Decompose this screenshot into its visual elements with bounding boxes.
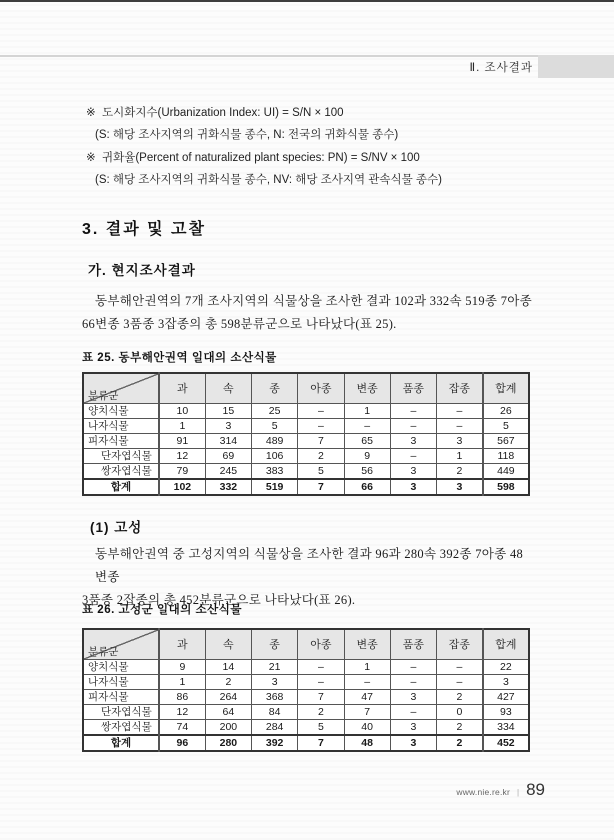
cell-value: 74 [159, 720, 205, 736]
cell-value: 47 [344, 690, 390, 705]
corner-label: 분류군 [88, 390, 119, 402]
row-label: 나자식물 [83, 675, 159, 690]
page-number: 89 [526, 780, 545, 799]
cell-value: 7 [298, 479, 344, 495]
cell-value: 5 [298, 464, 344, 480]
cell-value: 5 [483, 419, 529, 434]
cell-value: – [390, 675, 436, 690]
table-row [83, 404, 529, 419]
row-label: 합계 [83, 479, 159, 495]
cell-value: 3 [252, 675, 298, 690]
table-row [83, 464, 529, 480]
table-row [83, 419, 529, 434]
cell-value: – [344, 419, 390, 434]
note-naturalization-rate [86, 147, 546, 191]
cell-value: – [390, 660, 436, 675]
cell-value: 56 [344, 464, 390, 480]
cell-value: 26 [483, 404, 529, 419]
cell-value: 22 [483, 660, 529, 675]
cell-value: – [437, 675, 483, 690]
cell-value: 2 [437, 735, 483, 751]
note-urbanization-index [86, 102, 546, 146]
table-corner-cell [83, 629, 159, 660]
cell-value: 383 [252, 464, 298, 480]
cell-value: 2 [437, 464, 483, 480]
cell-value: 7 [298, 690, 344, 705]
row-label: 단자엽식물 [83, 705, 159, 720]
cell-value: 3 [437, 434, 483, 449]
cell-value: 200 [205, 720, 251, 736]
cell-value: 10 [159, 404, 205, 419]
row-label: 쌍자엽식물 [83, 464, 159, 480]
cell-value: 86 [159, 690, 205, 705]
cell-value: 25 [252, 404, 298, 419]
definition-notes [86, 102, 546, 192]
cell-value: 2 [437, 720, 483, 736]
column-header: 변종 [344, 373, 390, 404]
table-flora-goseong [82, 628, 530, 752]
cell-value: 14 [205, 660, 251, 675]
column-header: 종 [252, 629, 298, 660]
footer-website: www.nie.re.kr [456, 787, 510, 797]
cell-value: 9 [344, 449, 390, 464]
cell-value: 15 [205, 404, 251, 419]
cell-value: – [437, 404, 483, 419]
table-row [83, 735, 529, 751]
column-header: 변종 [344, 629, 390, 660]
section-heading: 3. 결과 및 고찰 [82, 221, 206, 238]
header-side-tab [538, 55, 614, 78]
cell-value: 48 [344, 735, 390, 751]
cell-value: 3 [390, 464, 436, 480]
row-label: 합계 [83, 735, 159, 751]
cell-value: 7 [298, 434, 344, 449]
table-row [83, 434, 529, 449]
cell-value: – [390, 404, 436, 419]
note-text: 도시화지수(Urbanization Index: UI) = S/N × 100 [102, 107, 344, 119]
cell-value: 314 [205, 434, 251, 449]
cell-value: 449 [483, 464, 529, 480]
cell-value: 598 [483, 479, 529, 495]
row-label: 피자식물 [83, 434, 159, 449]
row-label: 피자식물 [83, 690, 159, 705]
table-row [83, 690, 529, 705]
cell-value: – [298, 675, 344, 690]
cell-value: – [390, 705, 436, 720]
cell-value: – [437, 660, 483, 675]
row-label: 단자엽식물 [83, 449, 159, 464]
cell-value: – [298, 419, 344, 434]
cell-value: 21 [252, 660, 298, 675]
header-rule [0, 55, 543, 57]
cell-value: 106 [252, 449, 298, 464]
subsection-heading: 가. 현지조사결과 [88, 263, 196, 278]
footer-separator: | [517, 788, 520, 797]
column-header: 속 [205, 373, 251, 404]
cell-value: 1 [437, 449, 483, 464]
cell-value: 3 [390, 479, 436, 495]
row-label: 나자식물 [83, 419, 159, 434]
column-header: 종 [252, 373, 298, 404]
cell-value: 567 [483, 434, 529, 449]
cell-value: – [344, 675, 390, 690]
cell-value: 334 [483, 720, 529, 736]
cell-value: 245 [205, 464, 251, 480]
cell-value: 452 [483, 735, 529, 751]
column-header: 과 [159, 373, 205, 404]
cell-value: – [298, 660, 344, 675]
corner-label: 분류군 [88, 646, 119, 658]
cell-value: 3 [205, 419, 251, 434]
table-row [83, 675, 529, 690]
cell-value: 368 [252, 690, 298, 705]
cell-value: 40 [344, 720, 390, 736]
cell-value: 1 [344, 404, 390, 419]
cell-value: 3 [483, 675, 529, 690]
note-subtext: (S: 해당 조사지역의 귀화식물 종수, NV: 해당 조사지역 관속식물 종수) [95, 174, 442, 186]
cell-value: 9 [159, 660, 205, 675]
page-top-edge [0, 0, 614, 2]
note-subtext: (S: 해당 조사지역의 귀화식물 종수, N: 전국의 귀화식물 종수) [95, 129, 399, 141]
cell-value: 118 [483, 449, 529, 464]
cell-value: 332 [205, 479, 251, 495]
column-header: 아종 [298, 373, 344, 404]
cell-value: 284 [252, 720, 298, 736]
cell-value: 392 [252, 735, 298, 751]
cell-value: 69 [205, 449, 251, 464]
table-row [83, 720, 529, 736]
cell-value: – [437, 419, 483, 434]
cell-value: 519 [252, 479, 298, 495]
column-header: 합계 [483, 629, 529, 660]
column-header: 잡종 [437, 373, 483, 404]
cell-value: 2 [298, 705, 344, 720]
cell-value: 91 [159, 434, 205, 449]
paragraph-line: 동부해안권역의 7개 조사지역의 식물상을 조사한 결과 102과 332속 519종 7아종 [95, 294, 533, 308]
cell-value: 280 [205, 735, 251, 751]
column-header: 속 [205, 629, 251, 660]
cell-value: 64 [205, 705, 251, 720]
column-header: 잡종 [437, 629, 483, 660]
cell-value: 1 [159, 419, 205, 434]
table-row [83, 705, 529, 720]
cell-value: 1 [344, 660, 390, 675]
cell-value: 12 [159, 449, 205, 464]
row-label: 쌍자엽식물 [83, 720, 159, 736]
cell-value: 3 [390, 690, 436, 705]
cell-value: – [390, 449, 436, 464]
cell-value: 5 [252, 419, 298, 434]
table26-caption: 표 26. 고성군 일대의 소산식물 [82, 604, 242, 616]
row-label: 양치식물 [83, 404, 159, 419]
row-label: 양치식물 [83, 660, 159, 675]
paragraph-line: 3품종 2잡종의 총 452분류군으로 나타났다(표 26). [82, 593, 356, 607]
cell-value: 0 [437, 705, 483, 720]
cell-value: – [390, 419, 436, 434]
table-flora-east-coast [82, 372, 530, 496]
cell-value: 3 [390, 434, 436, 449]
table-corner-cell [83, 373, 159, 404]
cell-value: 3 [390, 735, 436, 751]
cell-value: 65 [344, 434, 390, 449]
cell-value: 79 [159, 464, 205, 480]
paragraph-line: 66변종 3품종 3잡종의 총 598분류군으로 나타났다(표 25). [82, 317, 397, 331]
note-text: 귀화율(Percent of naturalized plant species: PN) = S/NV × 100 [102, 152, 420, 164]
cell-value: 2 [205, 675, 251, 690]
column-header: 품종 [390, 373, 436, 404]
running-header: Ⅱ. 조사결과 [469, 62, 533, 74]
cell-value: 7 [344, 705, 390, 720]
cell-value: 66 [344, 479, 390, 495]
table-row [83, 479, 529, 495]
cell-value: 12 [159, 705, 205, 720]
column-header: 합계 [483, 373, 529, 404]
cell-value: 96 [159, 735, 205, 751]
cell-value: 84 [252, 705, 298, 720]
cell-value: 489 [252, 434, 298, 449]
column-header: 아종 [298, 629, 344, 660]
paragraph-line: 동부해안권역 중 고성지역의 식물상을 조사한 결과 96과 280속 392종 7아종 48변종 [95, 547, 524, 584]
reference-mark: ※ [86, 152, 96, 164]
cell-value: 264 [205, 690, 251, 705]
cell-value: 427 [483, 690, 529, 705]
subsection2-heading: (1) 고성 [90, 520, 143, 535]
cell-value: 3 [390, 720, 436, 736]
page-footer [0, 780, 545, 800]
table-row [83, 449, 529, 464]
column-header: 품종 [390, 629, 436, 660]
cell-value: 102 [159, 479, 205, 495]
table25-caption: 표 25. 동부해안권역 일대의 소산식물 [82, 352, 277, 364]
cell-value: 1 [159, 675, 205, 690]
table-row [83, 660, 529, 675]
cell-value: 7 [298, 735, 344, 751]
reference-mark: ※ [86, 107, 96, 119]
cell-value: 2 [298, 449, 344, 464]
cell-value: 5 [298, 720, 344, 736]
cell-value: 2 [437, 690, 483, 705]
cell-value: – [298, 404, 344, 419]
cell-value: 3 [437, 479, 483, 495]
paragraph-survey-overall [82, 290, 534, 336]
cell-value: 93 [483, 705, 529, 720]
column-header: 과 [159, 629, 205, 660]
